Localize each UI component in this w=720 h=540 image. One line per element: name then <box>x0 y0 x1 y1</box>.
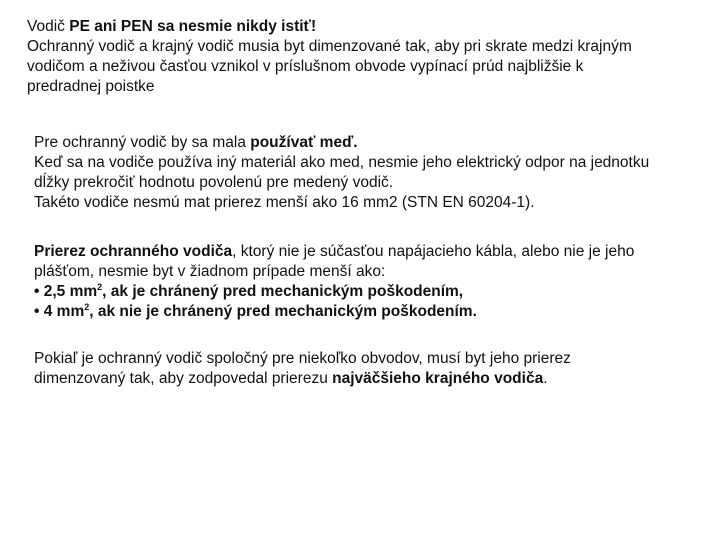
superscript: 2 <box>97 282 103 292</box>
bullet-item <box>34 302 714 322</box>
text-line: vodičom a neživou časťou vznikol v príslušnom obvode vypínací prúd najbližšie k <box>27 58 584 75</box>
text-fragment: . <box>543 370 548 387</box>
bullet-description: , ak nie je chránený pred mechanickým poškodením. <box>89 303 477 320</box>
text-line: Keď sa na vodiče používa iný materiál ako med, nesmie jeho elektrický odpor na jednotku <box>34 154 650 171</box>
text-block-pe-pen-warning <box>27 17 712 97</box>
bullet-text <box>34 303 477 320</box>
text-line: dĺžky prekročiť hodnotu povolenú pre medený vodič. <box>34 174 394 191</box>
text-block-copper <box>34 133 714 213</box>
emphasis-largest-conductor: najväčšieho krajného vodiča <box>332 370 544 387</box>
bullet-item <box>34 282 714 302</box>
text-line: Pokiaľ je ochranný vodič spoločný pre niekoľko obvodov, musí byt jeho prierez <box>34 350 571 367</box>
warning-title-bold: PE ani PEN sa nesmie nikdy istiť! <box>69 18 317 35</box>
text-line <box>34 369 714 389</box>
warning-title <box>27 17 712 37</box>
emphasis-copper: používať meď. <box>250 134 358 151</box>
warning-title-prefix: Vodič <box>27 18 70 35</box>
bullet-text <box>34 283 463 300</box>
text-fragment: Pre ochranný vodič by sa mala <box>34 134 251 151</box>
text-fragment: , ktorý nie je súčasťou napájacieho kábla, alebo nie je jeho <box>232 243 635 260</box>
emphasis-cross-section: Prierez ochranného vodiča <box>34 243 233 260</box>
bullet-description: , ak je chránený pred mechanickým poškodením, <box>102 283 464 300</box>
superscript: 2 <box>84 302 90 312</box>
text-line: predradnej poistke <box>27 78 155 95</box>
bullet-value: • 2,5 mm <box>34 283 98 300</box>
text-line: plášťom, nesmie byt v žiadnom prípade menší ako: <box>34 263 386 280</box>
bullet-value: • 4 mm <box>34 303 85 320</box>
text-line <box>34 133 714 153</box>
text-fragment: dimenzovaný tak, aby zodpovedal prierezu <box>34 370 333 387</box>
text-line <box>34 242 714 262</box>
text-block-shared-conductor <box>34 349 714 389</box>
text-block-cross-section <box>34 242 714 322</box>
text-line: Takéto vodiče nesmú mat prierez menší ako 16 mm2 (STN EN 60204-1). <box>34 194 535 211</box>
text-line: Ochranný vodič a krajný vodič musia byt dimenzované tak, aby pri skrate medzi krajným <box>27 38 632 55</box>
